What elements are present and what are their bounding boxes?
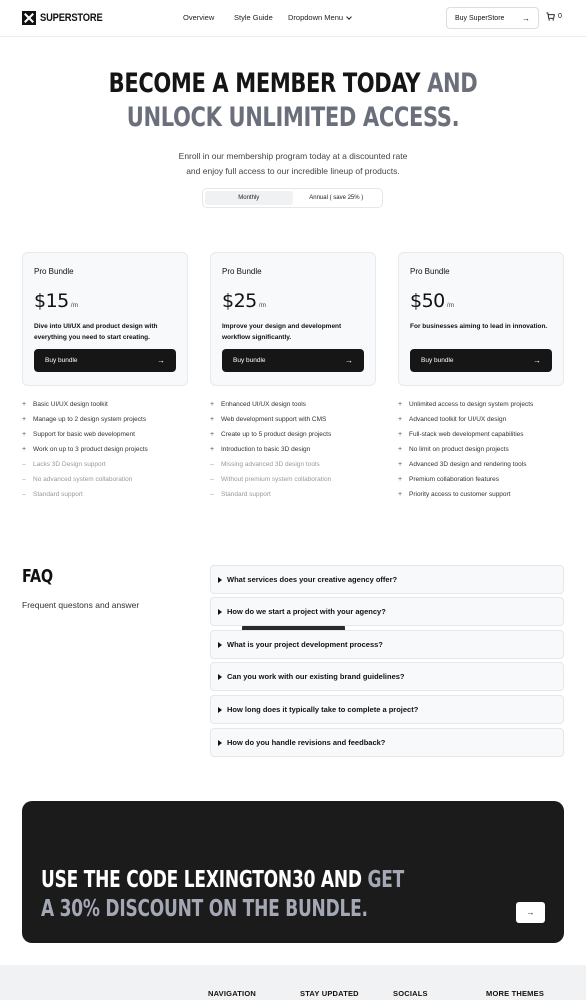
feature-text: Basic UI/UX design toolkit [33,401,108,408]
feature-text: Unlimited access to design system projects [409,401,534,408]
feature-item [398,412,568,427]
toggle-annual[interactable]: Annual ( save 25% ) [309,195,364,201]
feature-text: Create up to 5 product design projects [221,431,332,438]
feature-list [22,397,192,502]
plus-icon: + [210,446,215,453]
faq-question: How do we start a project with your agency? [227,607,386,616]
chevron-down-icon [346,14,352,20]
faq-item[interactable] [210,728,564,757]
plus-icon: + [22,446,27,453]
buy-bundle-button[interactable] [34,349,176,372]
footer-heading-navigation: NAVIGATION [208,989,256,998]
cart-count: 0 [558,12,562,20]
promo-line-1-gray: GET [367,867,405,893]
plus-icon: + [398,416,403,423]
plus-icon: + [22,431,27,438]
feature-item [22,427,192,442]
logo[interactable] [22,11,114,25]
hero-subtitle-line-2: and enjoy full access to our incredible lineup of products. [186,166,400,176]
plan-name: Pro Bundle [34,267,74,276]
faq-item[interactable] [210,662,564,691]
hero-title-gray-1: AND [427,68,478,99]
hero-subtitle-line-1: Enroll in our membership program today at a discounted rate [178,151,408,161]
nav-dropdown-label: Dropdown Menu [288,13,344,22]
toggle-monthly[interactable]: Monthly [205,191,293,205]
plus-icon: + [210,431,215,438]
nav-style-guide[interactable]: Style Guide [234,13,273,22]
feature-item [22,457,192,472]
promo-banner [22,801,564,943]
feature-item [22,472,192,487]
feature-item [22,442,192,457]
nav-dropdown-menu[interactable] [288,13,351,22]
feature-item [398,427,568,442]
billing-toggle [202,188,383,208]
arrow-right-icon: → [533,356,541,365]
feature-text: Introduction to basic 3D design [221,446,311,453]
feature-item [22,487,192,502]
arrow-right-icon: → [526,908,535,917]
triangle-right-icon [218,642,222,648]
promo-headline [41,866,404,924]
faq-question: Can you work with our existing brand guidelines? [227,672,405,681]
minus-icon: – [22,491,26,498]
triangle-right-icon [218,674,222,680]
feature-text: Full-stack web development capabilities [409,431,524,438]
plus-icon: + [210,401,215,408]
faq-question: How long does it typically take to complete a project? [227,705,419,714]
feature-text: Standard support [221,491,271,498]
cart-icon [546,12,554,20]
minus-icon: – [22,461,26,468]
feature-item [210,412,380,427]
feature-text: Advanced 3D design and rendering tools [409,461,527,468]
plan-description-line-2: everything you need to start creating. [34,334,150,341]
minus-icon: – [210,461,214,468]
plus-icon: + [398,476,403,483]
triangle-right-icon [218,740,222,746]
site-footer [0,965,586,1000]
feature-list [398,397,568,502]
feature-text: Lacks 3D Design support [33,461,106,468]
feature-item [210,442,380,457]
plan-price-period: /m [446,302,454,309]
footer-heading-socials: SOCIALS [393,989,428,998]
arrow-right-icon: → [345,356,353,365]
feature-text: Advanced toolkit for UI/UX design [409,416,507,423]
plus-icon: + [398,461,403,468]
plan-name: Pro Bundle [410,267,450,276]
plan-price [222,290,364,312]
hero-title [64,67,521,135]
promo-line-1-white: USE THE CODE LEXINGTON30 AND [41,867,362,893]
buy-bundle-label: Buy bundle [233,357,266,364]
site-header [0,0,586,37]
feature-item [398,472,568,487]
faq-title: FAQ [22,566,53,587]
feature-text: Priority access to customer support [409,491,511,498]
feature-item [210,397,380,412]
feature-text: Web development support with CMS [221,416,327,423]
feature-item [398,397,568,412]
feature-text: Missing advanced 3D design tools [221,461,320,468]
plus-icon: + [210,416,215,423]
feature-text: No advanced system collaboration [33,476,133,483]
plan-name: Pro Bundle [222,267,262,276]
feature-item [22,397,192,412]
feature-text: Premium collaboration features [409,476,499,483]
pricing-card [22,252,188,386]
feature-item [210,427,380,442]
plan-price-period: /m [258,302,266,309]
cart-button[interactable] [546,12,562,20]
faq-item[interactable] [210,695,564,724]
plan-description-line-2: workflow significantly. [222,334,292,341]
minus-icon: – [210,476,214,483]
hero-subtitle [0,149,586,179]
plus-icon: + [398,401,403,408]
logo-icon [22,11,36,25]
faq-item[interactable] [210,597,564,626]
plus-icon: + [22,416,27,423]
buy-bundle-button[interactable] [222,349,364,372]
feature-item [210,487,380,502]
hero-title-gray-2: UNLOCK UNLIMITED ACCESS. [126,102,460,133]
plus-icon: + [398,446,403,453]
feature-text: No limit on product design projects [409,446,509,453]
pricing-card [398,252,564,386]
feature-text: Standard support [33,491,83,498]
feature-item [210,457,380,472]
promo-line-2-gray: A 30% DISCOUNT ON THE BUNDLE. [41,896,368,922]
buy-bundle-button[interactable] [410,349,552,372]
plan-description-line-1: For businesses aiming to lead in innovation. [410,323,548,330]
pricing-card [210,252,376,386]
faq-subtitle: Frequent questons and answer [22,600,140,610]
plus-icon: + [398,431,403,438]
plan-price-amount: $50 [410,290,445,312]
hero-title-dark: BECOME A MEMBER TODAY [108,68,421,99]
plan-price [34,290,176,312]
buy-bundle-label: Buy bundle [45,357,78,364]
triangle-right-icon [218,707,222,713]
plan-price-period: /m [70,302,78,309]
feature-text: Enhanced UI/UX design tools [221,401,306,408]
faq-question: What is your project development process? [227,640,383,649]
feature-item [398,487,568,502]
feature-text: Manage up to 2 design system projects [33,416,147,423]
buy-superstore-label: Buy SuperStore [455,14,505,22]
nav-overview[interactable]: Overview [183,13,215,22]
feature-list [210,397,380,502]
logo-text: SUPERSTORE [40,12,103,24]
feature-text: Work on up to 3 product design projects [33,446,148,453]
plan-price-amount: $25 [222,290,257,312]
feature-item [398,442,568,457]
plus-icon: + [22,401,27,408]
plan-description [410,321,552,345]
faq-question: What services does your creative agency offer? [227,575,398,584]
minus-icon: – [210,491,214,498]
plus-icon: + [398,491,403,498]
feature-item [210,472,380,487]
feature-text: Without premium system collaboration [221,476,332,483]
buy-bundle-label: Buy bundle [421,357,454,364]
faq-item[interactable] [210,565,564,594]
triangle-right-icon [218,577,222,583]
feature-item [398,457,568,472]
minus-icon: – [22,476,26,483]
triangle-right-icon [218,609,222,615]
feature-text: Support for basic web development [33,431,135,438]
plan-description-line-1: Improve your design and development [222,323,342,330]
plan-price [410,290,552,312]
promo-arrow-button[interactable] [516,902,545,923]
faq-question: How do you handle revisions and feedback? [227,738,386,747]
buy-superstore-button[interactable] [446,7,539,29]
plan-description [222,321,364,345]
arrow-right-icon: → [522,13,530,23]
plan-description [34,321,176,345]
feature-item [22,412,192,427]
plan-price-amount: $15 [34,290,69,312]
arrow-right-icon: → [157,356,165,365]
footer-heading-more-themes: MORE THEMES [486,989,545,998]
plan-description-line-1: Dive into UI/UX and product design with [34,323,158,330]
faq-item[interactable] [210,630,564,659]
footer-heading-stay-updated: STAY UPDATED [300,989,359,998]
